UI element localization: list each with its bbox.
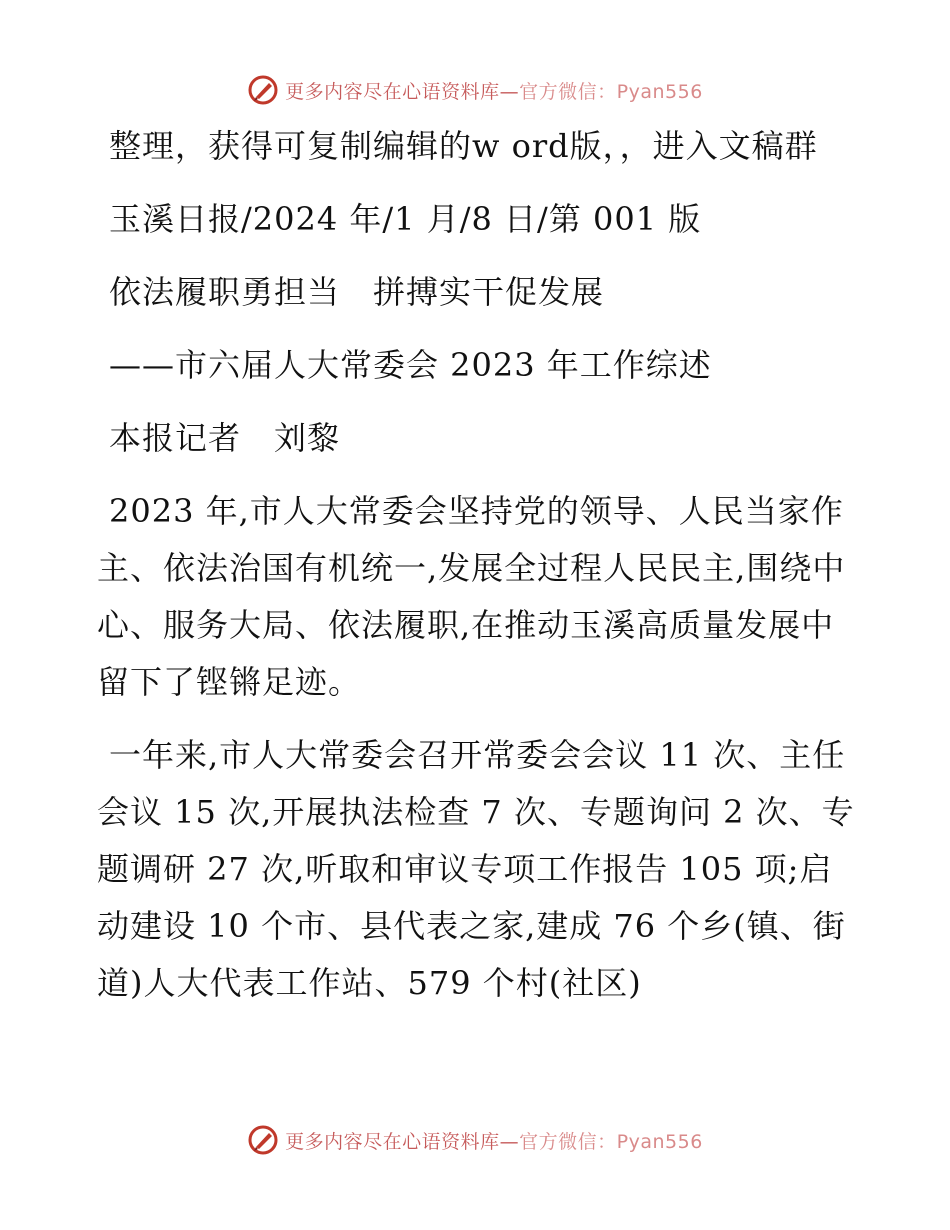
source-line: 玉溪日报/2024 年/1 月/8 日/第 001 版 — [109, 200, 702, 238]
pen-logo-icon — [247, 74, 279, 106]
watermark-text: 更多内容尽在心语资料库—官方微信：Pyan556 — [285, 1130, 703, 1153]
article-title: 依法履职勇担当 拼搏实干促发展 — [109, 273, 605, 311]
intro-note: 整理，获得可复制编辑的w ord版，，进入文稿群 — [109, 127, 818, 165]
byline: 本报记者 刘黎 — [109, 419, 341, 457]
watermark-footer — [0, 1120, 950, 1160]
document-body — [97, 118, 857, 1028]
body-paragraph: 2023 年,市人大常委会坚持党的领导、人民当家作主、依法治国有机统一,发展全过程人民民主,围绕中心、服务大局、依法履职,在推动玉溪高质量发展中留下了铿锵足迹。 — [97, 492, 846, 701]
watermark-header — [0, 70, 950, 110]
watermark-text: 更多内容尽在心语资料库—官方微信：Pyan556 — [285, 80, 703, 103]
body-paragraph: 一年来,市人大常委会召开常委会会议 11 次、主任会议 15 次,开展执法检查 7 次、专题询问 2 次、专题调研 27 次,听取和审议专项工作报告 105 项;启动建设 10 个市、县代表之家,建成 76 个乡(镇、街道)人大代表工作站、579 个村(社区) — [97, 736, 855, 1002]
pen-logo-icon — [247, 1124, 279, 1156]
article-subtitle: ——市六届人大常委会 2023 年工作综述 — [109, 346, 712, 384]
